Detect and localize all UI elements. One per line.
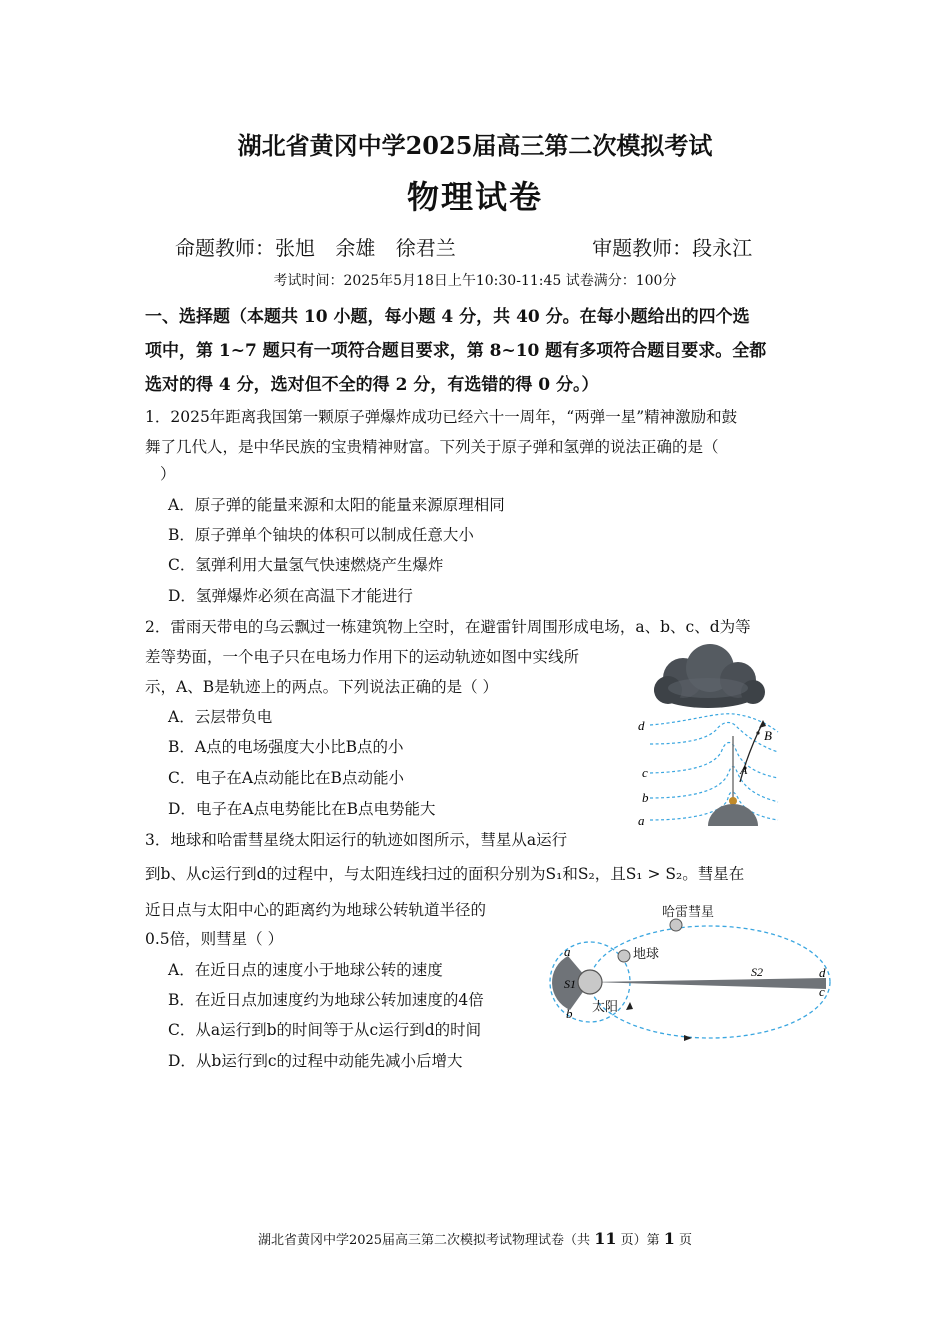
- setter-teacher-3: 徐君兰: [395, 236, 456, 260]
- point-label-b: B: [764, 728, 772, 743]
- setter-teacher-2: 余雄: [335, 236, 376, 260]
- exam-info: 考试时间：2025年5月18日上午10:30-11:45 试卷满分：100分: [273, 273, 677, 289]
- area-s1-label: S1: [564, 977, 576, 991]
- cloud-icon: [654, 644, 765, 708]
- q2-option-d[interactable]: D．电子在A点电势能比在B点电势能大: [168, 800, 436, 818]
- q3-option-b[interactable]: B．在近日点加速度约为地球公转加速度的4倍: [168, 991, 484, 1009]
- q2-option-b[interactable]: B．A点的电场强度大小比B点的小: [168, 738, 404, 756]
- equipotential-label-a: a: [638, 813, 645, 828]
- section-heading-line3: 选对的得 4 分，选对但不全的得 2 分，有选错的得 0 分。）: [145, 375, 599, 395]
- q1-stem-line1: 1．2025年距离我国第一颗原子弹爆炸成功已经六十一周年，“两弹一星”精神激励和鼓: [145, 408, 738, 426]
- exam-title: 湖北省黄冈中学2025届高三第二次模拟考试: [237, 131, 713, 160]
- q3-stem-line4: 0.5倍，则彗星（ ）: [145, 930, 284, 948]
- q2-stem-line3: 示，A、B是轨迹上的两点。下列说法正确的是（ ）: [145, 678, 499, 696]
- page-footer: [0, 1229, 950, 1248]
- equipotential-label-d: d: [638, 718, 645, 733]
- q2-cloud-field-figure: [628, 640, 790, 832]
- q3-option-a[interactable]: A．在近日点的速度小于地球公转的速度: [168, 961, 443, 979]
- setter-teacher: 命题教师：张旭: [175, 236, 315, 260]
- point-label-a: A: [740, 763, 748, 777]
- q3-stem-line3: 近日点与太阳中心的距离约为地球公转轨道半径的: [145, 901, 487, 919]
- q1-stem-line3: ）: [160, 465, 176, 483]
- q2-option-a[interactable]: A．云层带负电: [168, 708, 273, 726]
- subject-title: 物理试卷: [406, 178, 543, 216]
- footer-end: 页: [679, 1233, 693, 1248]
- q1-option-d[interactable]: D．氢弹爆炸必须在高温下才能进行: [168, 587, 413, 605]
- q1-option-c[interactable]: C．氢弹利用大量氢气快速燃烧产生爆炸: [168, 556, 444, 574]
- q3-option-d[interactable]: D．从b运行到c的过程中动能先减小后增大: [168, 1052, 463, 1070]
- q3-option-c[interactable]: C．从a运行到b的时间等于从c运行到d的时间: [168, 1021, 482, 1039]
- equipotential-label-b: b: [642, 790, 649, 805]
- q1-option-a[interactable]: A．原子弹的能量来源和太阳的能量来源原理相同: [168, 496, 505, 514]
- section-heading-line2: 项中，第 1~7 题只有一项符合题目要求，第 8~10 题有多项符合题目要求。全都: [145, 341, 767, 361]
- equipotential-label-c: c: [642, 765, 648, 780]
- point-label-b: b: [566, 1006, 573, 1021]
- point-label-d: d: [819, 965, 826, 980]
- q2-stem-line1: 2．雷雨天带电的乌云飘过一栋建筑物上空时，在避雷针周围形成电场，a、b、c、d为等: [145, 618, 751, 636]
- section-heading-line1: 一、选择题（本题共 10 小题，每小题 4 分，共 40 分。在每小题给出的四个选: [145, 307, 750, 327]
- reviewer-teacher: 审题教师：段永江: [592, 236, 753, 260]
- footer-mid: 页）第: [620, 1233, 660, 1248]
- q2-option-c[interactable]: C．电子在A点动能比在B点动能小: [168, 769, 404, 787]
- point-label-c: c: [819, 984, 825, 999]
- earth-label: 地球: [633, 946, 660, 961]
- page-number: 1: [663, 1229, 675, 1248]
- comet-label: 哈雷彗星: [662, 904, 715, 919]
- point-label-a: a: [564, 944, 571, 959]
- q2-stem-line2: 差等势面，一个电子只在电场力作用下的运动轨迹如图中实线所: [145, 648, 580, 666]
- q3-stem-line2: 到b、从c运行到d的过程中，与太阳连线扫过的面积分别为S₁和S₂，且S₁ > S₂。彗星在: [145, 865, 745, 883]
- sun-label: 太阳: [592, 999, 619, 1014]
- q3-orbit-figure: [544, 898, 834, 1050]
- q1-stem-line2: 舞了几代人，是中华民族的宝贵精神财富。下列关于原子弹和氢弹的说法正确的是（: [145, 438, 719, 456]
- q1-option-b[interactable]: B．原子弹单个铀块的体积可以制成任意大小: [168, 526, 474, 544]
- area-s2-label: S2: [751, 965, 763, 979]
- footer-text: 湖北省黄冈中学2025届高三第二次模拟考试物理试卷（共: [257, 1233, 591, 1248]
- total-pages: 11: [594, 1229, 617, 1248]
- teachers-line: [175, 232, 766, 261]
- q3-stem-line1: 3．地球和哈雷彗星绕太阳运行的轨迹如图所示，彗星从a运行: [145, 831, 568, 849]
